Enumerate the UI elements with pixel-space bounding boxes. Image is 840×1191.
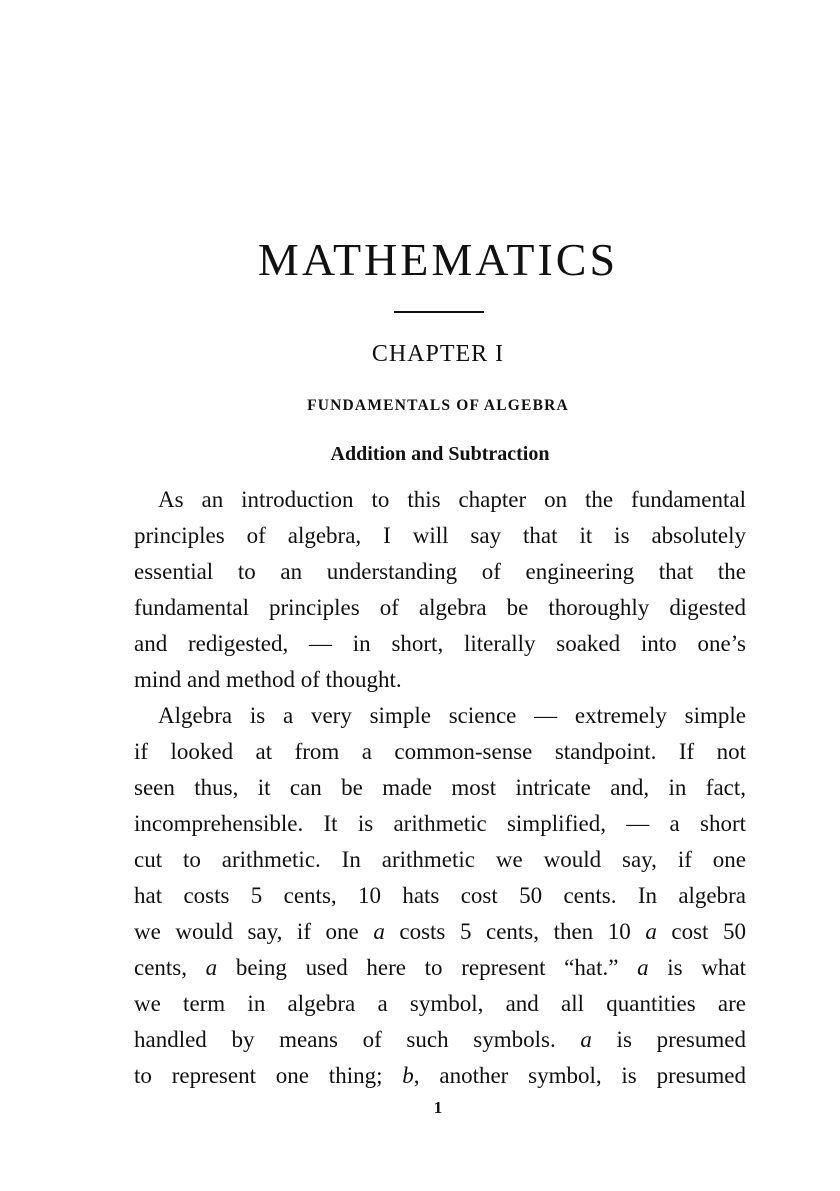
text-line: mind and method of thought.: [134, 667, 402, 692]
text-line: fundamental principles of algebra be thoroughly digested: [134, 595, 746, 620]
text-line: principles of algebra, I will say that it is absolutely: [134, 523, 746, 548]
text-line: As an introduction to this chapter on the fundamental: [158, 487, 746, 512]
text-line: Algebra is a very simple science — extremely simple: [158, 703, 746, 728]
text-line: incomprehensible. It is arithmetic simplified, — a short: [134, 811, 746, 836]
text-line: hat costs 5 cents, 10 hats cost 50 cents. In algebra: [134, 883, 746, 908]
text-line: we term in algebra a symbol, and all quantities are: [134, 991, 746, 1016]
paragraph-2: [134, 698, 746, 1094]
text-line: we would say, if one a costs 5 cents, then 10 a cost 50: [134, 919, 746, 944]
section-heading: Addition and Subtraction: [330, 443, 550, 465]
text-line: essential to an understanding of engineering that the: [134, 559, 746, 584]
text-line: to represent one thing; b, another symbol, is presumed: [134, 1063, 746, 1088]
text-line: handled by means of such symbols. a is presumed: [134, 1027, 746, 1052]
paragraph-1: [134, 482, 746, 698]
body-text: [134, 482, 746, 1094]
text-line: seen thus, it can be made most intricate and, in fact,: [134, 775, 746, 800]
chapter-number: CHAPTER I: [371, 341, 505, 367]
text-line: and redigested, — in short, literally soaked into one’s: [134, 631, 746, 656]
text-line: cents, a being used here to represent “hat.” a is what: [134, 955, 746, 980]
page-number: 1: [433, 1098, 443, 1117]
text-line: cut to arithmetic. In arithmetic we would say, if one: [134, 847, 746, 872]
title-divider-rule: [394, 311, 484, 313]
text-line: if looked at from a common-sense standpoint. If not: [134, 739, 746, 764]
book-title: MATHEMATICS: [257, 234, 619, 285]
chapter-title: FUNDAMENTALS OF ALGEBRA: [307, 397, 569, 414]
